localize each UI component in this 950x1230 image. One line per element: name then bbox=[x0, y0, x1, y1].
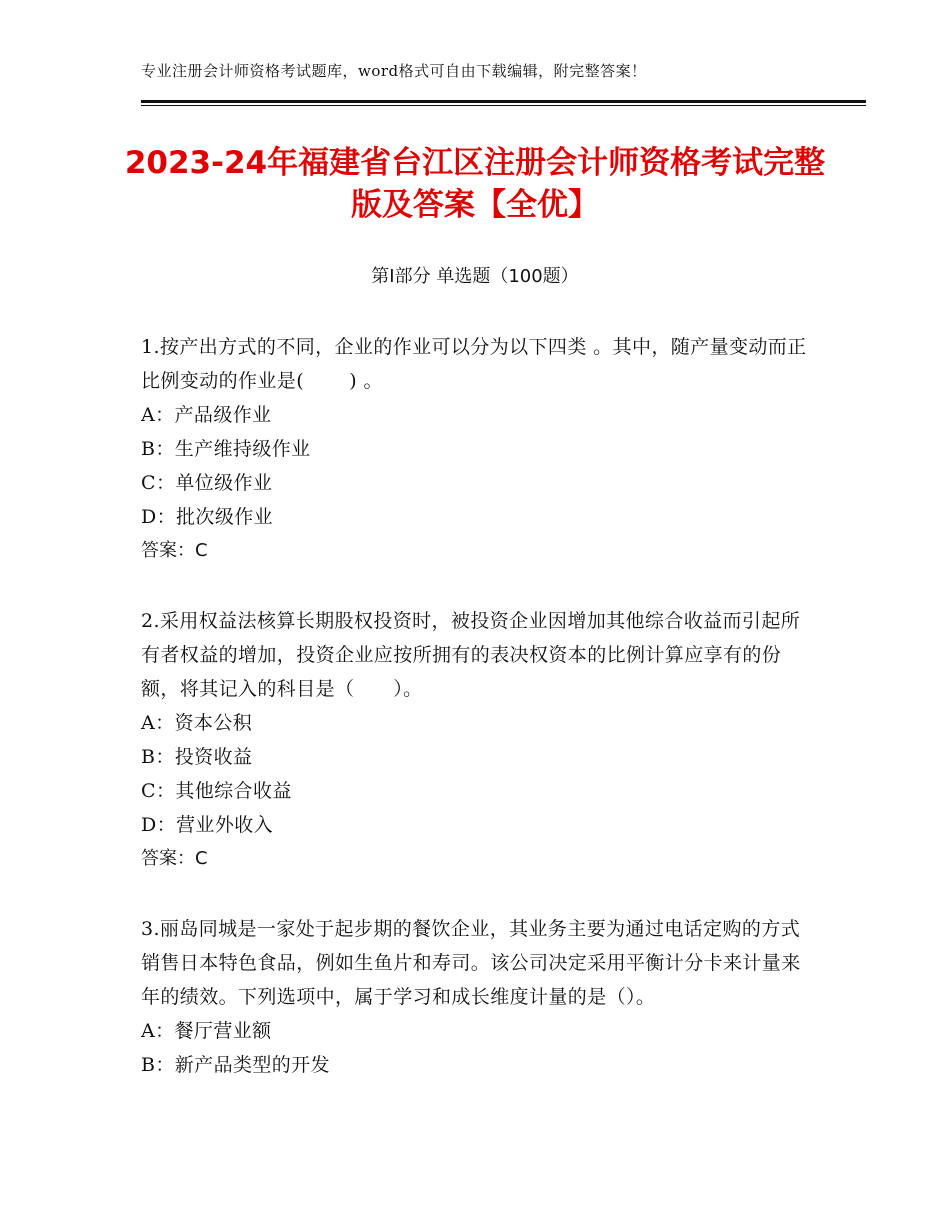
question-3 bbox=[141, 912, 811, 1082]
section-title: 第Ⅰ部分 单选题（100题） bbox=[371, 266, 579, 287]
answer: 答案：C bbox=[141, 540, 208, 561]
option-d: D：批次级作业 bbox=[141, 506, 274, 528]
question-2 bbox=[141, 604, 811, 876]
option-d: D：营业外收入 bbox=[141, 814, 274, 836]
question-text: 2.采用权益法核算长期股权投资时，被投资企业因增加其他综合收益而引起所有者权益的增加，投资企业应按所拥有的表决权资本的比例计算应享有的份额，将其记入的科目是（ ）。 bbox=[141, 610, 801, 700]
header-rule-thin bbox=[141, 105, 866, 106]
option-b: B：新产品类型的开发 bbox=[141, 1054, 330, 1076]
option-a: A：资本公积 bbox=[141, 712, 253, 734]
option-b: B：生产维持级作业 bbox=[141, 438, 311, 460]
answer: 答案：C bbox=[141, 848, 208, 869]
question-1 bbox=[141, 330, 811, 568]
option-a: A：餐厅营业额 bbox=[141, 1020, 272, 1042]
page-header: 专业注册会计师资格考试题库，word格式可自由下载编辑，附完整答案！ bbox=[141, 62, 647, 80]
question-text: 1.按产出方式的不同，企业的作业可以分为以下四类 。其中，随产量变动而正比例变动的作业是( ) 。 bbox=[141, 336, 807, 392]
option-a: A：产品级作业 bbox=[141, 404, 272, 426]
option-c: C：其他综合收益 bbox=[141, 780, 292, 802]
question-text: 3.丽岛同城是一家处于起步期的餐饮企业，其业务主要为通过电话定购的方式销售日本特色食品，例如生鱼片和寿司。该公司决定采用平衡计分卡来计量来年的绩效。下列选项中，属于学习和成长维度计量的是（）。 bbox=[141, 918, 801, 1008]
option-b: B：投资收益 bbox=[141, 746, 253, 768]
document-title: 2023-24年福建省台江区注册会计师资格考试完整版及答案【全优】 bbox=[124, 145, 826, 223]
option-c: C：单位级作业 bbox=[141, 472, 273, 494]
header-rule-thick bbox=[141, 100, 866, 103]
